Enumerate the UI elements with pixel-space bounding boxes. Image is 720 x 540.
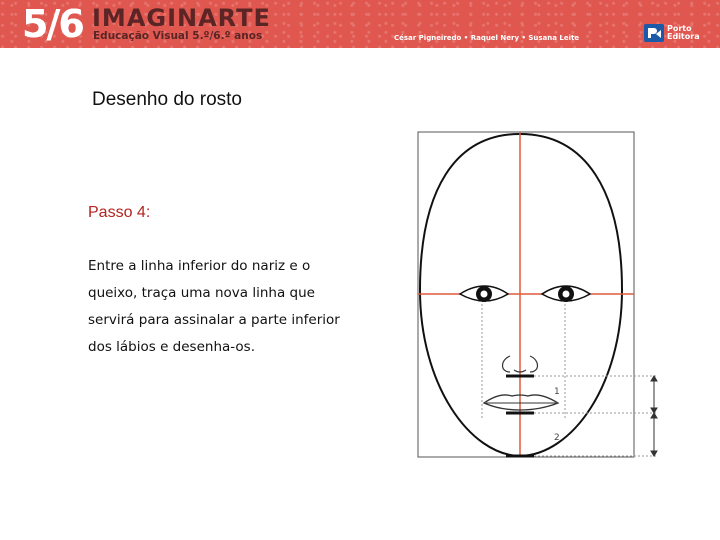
segment-label-1: 1 <box>554 387 560 397</box>
right-eye <box>542 286 590 302</box>
brand-title: IMAGINARTE <box>92 4 271 32</box>
publisher-mark-icon <box>644 24 664 42</box>
slide-title: Desenho do rosto <box>92 89 242 110</box>
publisher-name-line-1: Porto <box>667 24 692 33</box>
publisher-name-line-2: Editora <box>667 32 700 41</box>
measurement-arrow-1 <box>651 376 657 413</box>
step-instructions: Entre a linha inferior do nariz e o queixo, traça uma nova linha que servirá para assinalar a parte inferior dos lábios e desenha-os. <box>88 258 340 355</box>
step-label: Passo 4: <box>88 204 151 221</box>
face-diagram <box>400 120 670 470</box>
grade-label: 5/6 <box>22 2 83 46</box>
header-banner <box>0 0 720 48</box>
brand-subtitle: Educação Visual 5.º/6.º anos <box>93 30 263 42</box>
publisher-logo <box>644 24 700 42</box>
left-eye <box>460 286 508 302</box>
head-outline <box>420 134 622 456</box>
measurement-arrow-2 <box>651 413 657 456</box>
segment-label-2: 2 <box>554 433 560 443</box>
mouth <box>484 395 558 410</box>
authors-text: César Pigneiredo • Raquel Nery • Susana Leite <box>394 34 580 42</box>
publisher-name <box>667 25 700 41</box>
